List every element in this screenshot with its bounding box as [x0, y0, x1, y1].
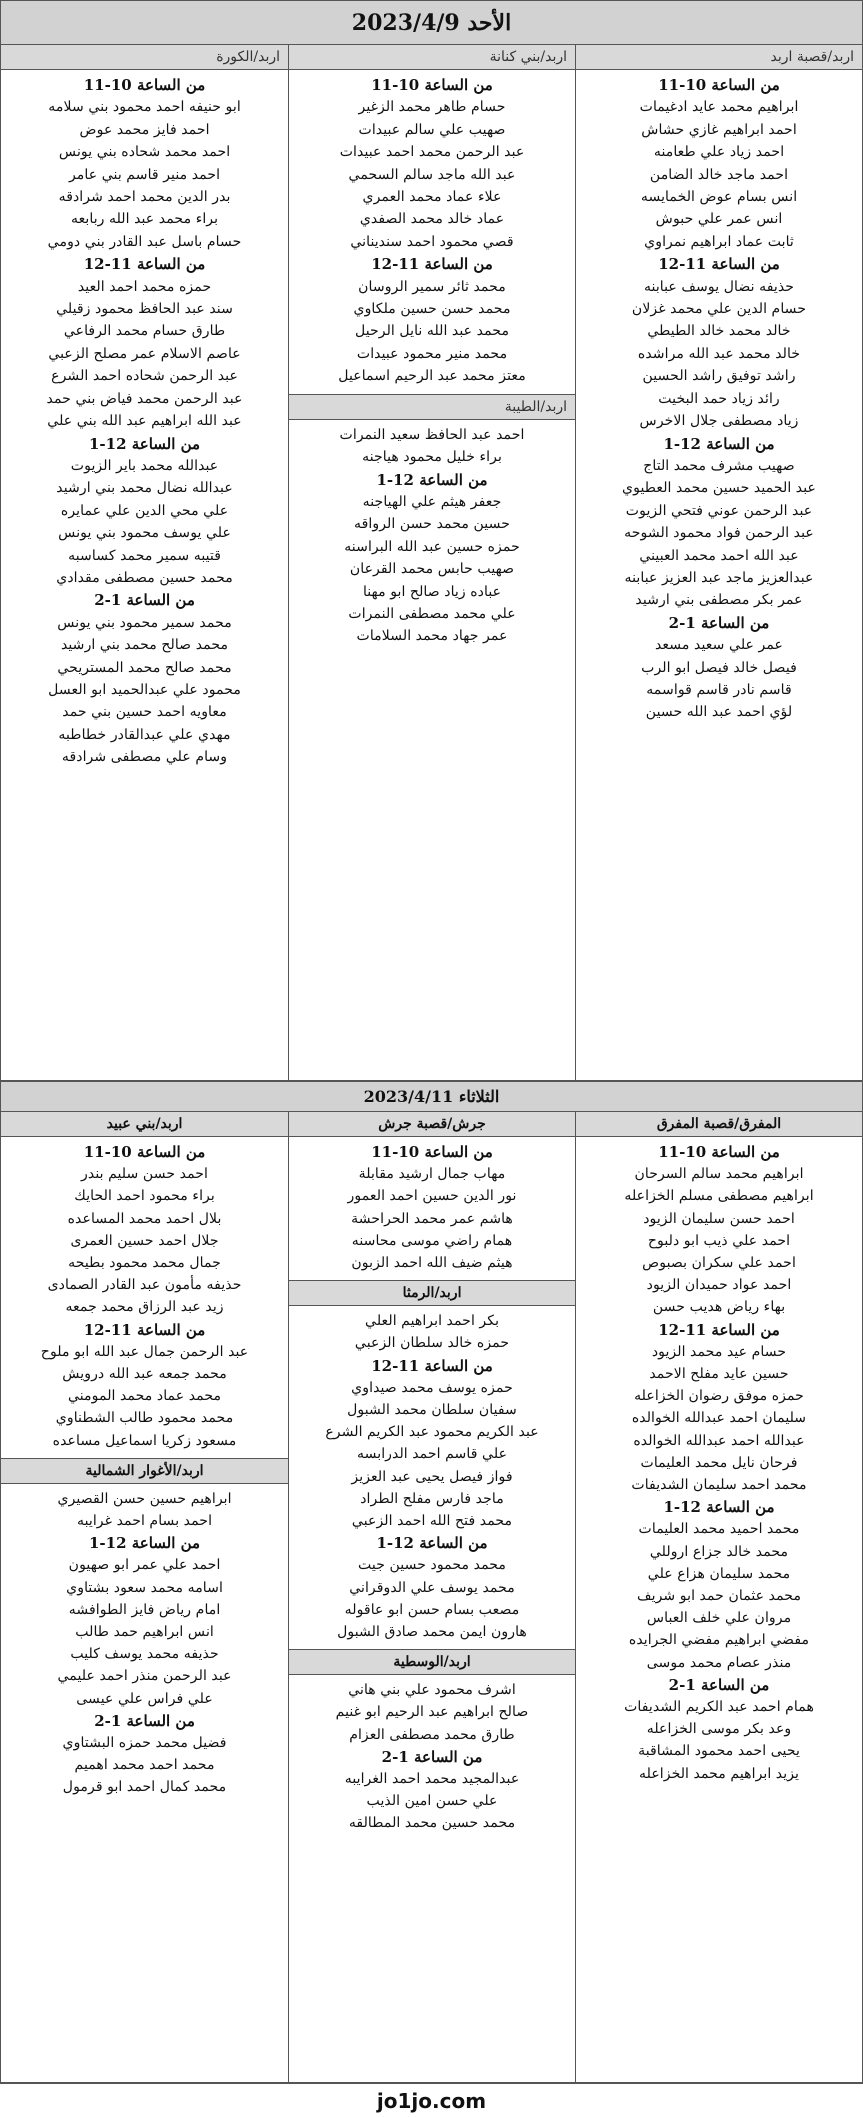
region-column	[575, 45, 862, 1080]
student-name: احمد ماجد خالد الضامن	[649, 166, 789, 183]
student-name: احمد عواد حميدان الزيود	[646, 1277, 792, 1294]
student-name: محمد عثمان حمد ابو شريف	[636, 1588, 802, 1605]
time-slot-heading: من الساعة 11-12	[371, 1356, 493, 1375]
student-name: براء محمد عبد الله ربابعه	[70, 211, 219, 228]
student-name: علي حسن امين الذيب	[366, 1793, 498, 1810]
student-name: صهيب حابس محمد القرعان	[349, 561, 515, 578]
student-name: عبد الحميد حسين محمد العطيوي	[622, 480, 816, 497]
student-name: همام احمد عبد الكريم الشديفات	[624, 1699, 814, 1716]
student-name: حمزه موفق رضوان الخزاعله	[634, 1388, 804, 1405]
region-header: اربد/الأغوار الشمالية	[1, 1459, 288, 1484]
student-name: عبد الكريم محمود عبد الكريم الشرع	[325, 1424, 539, 1441]
student-name: همام راضي موسى محاسنه	[351, 1232, 513, 1249]
student-name: محمد حسن حسين ملكاوي	[353, 301, 511, 318]
student-name: عاصم الاسلام عمر مصلح الزعبي	[48, 345, 241, 362]
student-name: عماد خالد محمد الصفدي	[359, 211, 505, 228]
student-name: محمد كمال احمد ابو قرمول	[62, 1779, 227, 1796]
student-name: رائد زياد حمد البخيت	[658, 390, 780, 407]
student-name: معاويه احمد حسين بني حمد	[62, 704, 227, 721]
student-name: هاشم عمر محمد الحراحشة	[351, 1210, 513, 1227]
student-name: احمد عبد الحافظ سعيد النمرات	[339, 426, 525, 443]
student-name: محمد منير محمود عبيدات	[356, 345, 508, 362]
student-name: محمد محمود حسين جيت	[358, 1557, 507, 1574]
student-name: محمد احمد سليمان الشديفات	[631, 1477, 807, 1494]
student-name: محمد حسين محمد المطالقه	[348, 1815, 516, 1832]
student-name: مروان علي خلف العباس	[646, 1610, 792, 1627]
student-name: قتيبه سمير محمد كساسبه	[68, 547, 221, 564]
student-name: انس بسام عوض الخمايسه	[640, 189, 798, 206]
student-name: سند عبد الحافظ محمود زقيلي	[56, 301, 233, 318]
student-name: عبد الرحمن شحاده احمد الشرع	[51, 368, 238, 385]
student-name: حمزه حسين عبد الله البراسنه	[344, 538, 520, 555]
student-name: احمد علي ذيب ابو دلبوح	[647, 1232, 791, 1249]
student-name: احمد حسن سليمان الزيود	[643, 1210, 795, 1227]
student-name: ابراهيم محمد سالم السرحان	[634, 1166, 804, 1183]
student-name: محمد جمعه عبد الله درويش	[62, 1366, 227, 1383]
student-list	[576, 70, 862, 730]
time-slot-heading: من الساعة 10-11	[83, 1143, 206, 1161]
student-name: محمد خالد جزاع اروللي	[649, 1543, 789, 1560]
region-header: اربد/الكورة	[1, 45, 288, 70]
day-title: الأحد 2023/4/9	[1, 1, 862, 45]
student-name: علي محي الدين علي عمايره	[60, 502, 229, 519]
student-name: ابراهيم مصطفى مسلم الخزاعله	[624, 1188, 814, 1205]
region-section	[1, 1112, 288, 1459]
student-name: قاسم نادر قاسم قواسمه	[646, 681, 792, 698]
student-name: براء محمود احمد الحايك	[74, 1188, 215, 1205]
region-section	[289, 395, 575, 654]
student-name: فيصل خالد فيصل ابو الرب	[641, 659, 797, 676]
student-name: حسام عيد محمد الزيود	[651, 1343, 787, 1360]
student-name: احمد منير قاسم بني عامر	[68, 166, 221, 183]
time-slot-heading: من الساعة 1-2	[668, 1675, 770, 1694]
student-name: حذيفه نضال يوسف عبابنه	[643, 278, 795, 295]
student-name: فواز فيصل يحيى عبد العزيز	[351, 1468, 513, 1485]
student-name: محمد عبد الله نايل الرحيل	[354, 323, 510, 340]
student-name: علي قاسم احمد الدرابسه	[357, 1446, 508, 1463]
region-section	[576, 1112, 862, 1791]
time-slot-heading: من الساعة 1-2	[94, 1711, 195, 1730]
student-name: زيد عبد الرزاق محمد جمعه	[65, 1299, 224, 1316]
student-name: فضيل محمد حمزه البشتاوي	[62, 1735, 227, 1752]
student-name: سفيان سلطان محمد الشبول	[347, 1402, 517, 1419]
region-section	[1, 1459, 288, 1805]
student-name: عبد الله احمد محمد العبيني	[639, 547, 799, 564]
student-name: اشرف محمود علي بني هاني	[348, 1682, 516, 1699]
student-name: مصعب بسام حسن ابو عاقوله	[344, 1601, 520, 1618]
student-list	[289, 420, 575, 654]
student-name: مفضي ابراهيم مفضي الجرايده	[628, 1632, 810, 1649]
student-name: محمد صالح محمد المستريحي	[57, 659, 232, 676]
region-header: اربد/الوسطية	[289, 1650, 575, 1675]
student-name: محمد احميد محمد العليمات	[638, 1521, 800, 1538]
region-header: اربد/الرمثا	[289, 1281, 575, 1306]
day-title: الثلاثاء 2023/4/11	[1, 1082, 862, 1112]
student-name: راشد توفيق راشد الحسين	[642, 368, 796, 385]
student-name: حسين محمد حسن الرواقه	[354, 516, 510, 533]
region-section	[289, 45, 575, 395]
time-slot-heading: من الساعة 10-11	[371, 1143, 493, 1161]
student-name: حمزه محمد احمد العيد	[77, 278, 212, 295]
student-name: لؤي احمد عبد الله حسين	[645, 704, 793, 721]
student-name: محمد محمود طالب الشطناوي	[55, 1410, 234, 1427]
student-name: عبد الرحمن جمال عبد الله ابو ملوح	[40, 1343, 249, 1360]
student-name: منذر عصام محمد موسى	[646, 1654, 792, 1671]
student-name: عبد الله ابراهيم عبد الله بني علي	[47, 413, 242, 430]
student-name: حسام طاهر محمد الزغير	[358, 99, 506, 116]
student-name: ابو حنيفه احمد محمود بني سلامه	[48, 99, 241, 116]
student-name: صالح ابراهيم عبد الرحيم ابو غنيم	[335, 1704, 529, 1721]
student-name: علي محمد مصطفى النمرات	[348, 605, 516, 622]
student-list	[1, 1137, 288, 1458]
student-name: وعد بكر موسى الخزاعله	[646, 1721, 792, 1738]
time-slot-heading: من الساعة 11-12	[83, 1320, 206, 1339]
student-name: عبدالعزيز ماجد عبد العزيز عبابنه	[624, 569, 814, 586]
time-slot-heading: من الساعة 12-1	[663, 434, 775, 453]
time-slot-heading: من الساعة 1-2	[94, 591, 195, 610]
student-name: انس عمر علي حبوش	[655, 211, 783, 228]
student-name: عبد الرحمن محمد فياض بني حمد	[46, 390, 243, 407]
region-header: اربد/الطيبة	[289, 395, 575, 420]
region-header: جرش/قصبة جرش	[289, 1112, 575, 1137]
time-slot-heading: من الساعة 12-1	[88, 1534, 201, 1553]
student-name: زياد مصطفى جلال الاخرس	[639, 413, 799, 430]
time-slot-heading: من الساعة 1-2	[381, 1747, 483, 1766]
student-list	[1, 70, 288, 775]
student-name: علاء عماد محمد العمري	[362, 189, 502, 206]
student-name: حسين عايد مفلح الاحمد	[649, 1366, 789, 1383]
student-name: وسام علي مصطفى شرادقه	[61, 749, 228, 766]
student-list	[289, 1675, 575, 1840]
student-name: عبدالله احمد عبدالله الخوالده	[633, 1432, 805, 1449]
student-name: احمد زياد علي طعامنه	[653, 144, 785, 161]
time-slot-heading: من الساعة 12-1	[663, 1498, 775, 1517]
student-name: عبد الرحمن فواد محمود الشوحه	[624, 525, 814, 542]
student-name: ابراهيم حسين حسن القصيري	[57, 1490, 232, 1507]
student-name: علي فراس علي عيسى	[76, 1690, 213, 1707]
student-name: هيثم ضيف الله احمد الزبون	[351, 1255, 513, 1272]
student-name: قصي محمود احمد سنديناني	[350, 233, 514, 250]
student-name: خالد محمد عبد الله مراشده	[637, 345, 801, 362]
region-section	[1, 45, 288, 775]
student-name: اسامه محمد سعود بشتاوي	[66, 1579, 223, 1596]
region-column	[288, 45, 575, 1080]
student-name: جمال محمد محمود بطيحه	[68, 1255, 221, 1272]
student-name: محمد صالح محمد بني ارشيد	[60, 637, 229, 654]
student-name: احمد علي عمر ابو صهيون	[68, 1557, 221, 1574]
student-name: محمد حسين مصطفى مقدادي	[56, 569, 233, 586]
region-header: اربد/قصبة اربد	[576, 45, 862, 70]
student-name: حذيفه مأمون عبد القادر الصمادى	[47, 1277, 242, 1294]
student-name: سليمان احمد عبدالله الخوالده	[631, 1410, 807, 1427]
region-column	[288, 1112, 575, 2082]
student-name: علي يوسف محمود بني يونس	[58, 525, 231, 542]
student-list	[289, 70, 575, 394]
student-name: عمر جهاد محمد السلامات	[356, 628, 508, 645]
student-name: محمد ثائر سمير الروسان	[358, 278, 506, 295]
time-slot-heading: من الساعة 12-1	[376, 1534, 488, 1553]
student-name: عبد الرحمن عوني فتحي الزيوت	[625, 502, 813, 519]
student-list	[1, 1484, 288, 1805]
student-name: طارق محمد مصطفى العزام	[349, 1726, 515, 1743]
student-name: جعفر هيثم علي الهياجنه	[362, 493, 502, 510]
student-list	[289, 1306, 575, 1649]
time-slot-heading: من الساعة 10-11	[371, 76, 493, 94]
student-name: صهيب علي سالم عبيدات	[358, 121, 506, 138]
student-name: احمد علي سكران بصبوص	[642, 1255, 796, 1272]
student-name: حمزه خالد سلطان الزعبي	[354, 1335, 510, 1352]
time-slot-heading: من الساعة 12-1	[88, 434, 201, 453]
student-name: احمد حسن سليم بندر	[81, 1166, 209, 1183]
student-name: بلال احمد محمد المساعده	[67, 1210, 222, 1227]
day-sheet-tuesday	[0, 1081, 863, 2083]
student-name: عمر بكر مصطفى بني ارشيد	[635, 592, 803, 609]
student-name: احمد بسام احمد غرايبه	[77, 1513, 213, 1530]
region-column	[1, 45, 288, 1080]
student-name: امام رياض فايز الطوافشه	[68, 1601, 221, 1618]
student-name: احمد محمد شحاده بني يونس	[58, 144, 231, 161]
student-name: احمد ابراهيم غازي حشاش	[641, 121, 797, 138]
time-slot-heading: من الساعة 11-12	[658, 255, 780, 274]
student-name: حسام الدين علي محمد غزلان	[631, 301, 807, 318]
region-section	[289, 1281, 575, 1650]
student-name: محمد فتح الله احمد الزعبي	[351, 1513, 513, 1530]
student-list	[576, 1137, 862, 1791]
student-name: مهاب جمال ارشيد مقابلة	[358, 1166, 506, 1183]
student-name: حسام باسل عبد القادر بني دومي	[47, 233, 242, 250]
region-header: المفرق/قصبة المفرق	[576, 1112, 862, 1137]
time-slot-heading: من الساعة 10-11	[658, 76, 780, 94]
region-columns	[1, 45, 862, 1080]
student-name: بدر الدين محمد احمد شرادقه	[58, 189, 231, 206]
time-slot-heading: من الساعة 10-11	[83, 76, 206, 94]
student-name: حذيفه محمد يوسف كليب	[70, 1646, 219, 1663]
time-slot-heading: من الساعة 12-1	[376, 470, 488, 489]
student-list	[289, 1137, 575, 1280]
student-name: عبد الله ماجد سالم السحمي	[348, 166, 516, 183]
student-name: انس ابراهيم حمد طالب	[75, 1624, 214, 1641]
student-name: ماجد فارس مفلح الطراد	[360, 1490, 504, 1507]
region-section	[576, 45, 862, 730]
region-column	[1, 1112, 288, 2082]
region-section	[289, 1112, 575, 1281]
student-name: معتز محمد عبد الرحيم اسماعيل	[338, 368, 526, 385]
student-name: ثابت عماد ابراهيم نمراوي	[644, 233, 794, 250]
student-name: مسعود زكريا اسماعيل مساعده	[52, 1432, 237, 1449]
region-header: اربد/بني كنانة	[289, 45, 575, 70]
student-name: محمد يوسف علي الدوقراني	[349, 1579, 515, 1596]
student-name: عمر علي سعيد مسعد	[654, 637, 784, 654]
time-slot-heading: من الساعة 11-12	[658, 1320, 780, 1339]
student-name: بهاء رياض هديب حسن	[652, 1299, 786, 1316]
student-name: محمد احمد محمد اهميم	[74, 1757, 215, 1774]
time-slot-heading: من الساعة 11-12	[83, 255, 206, 274]
student-name: براء خليل محمود هياجنه	[362, 449, 502, 466]
student-name: عبدالله نضال محمد بني ارشيد	[56, 480, 233, 497]
student-name: نور الدين حسين احمد العمور	[347, 1188, 517, 1205]
student-name: عبدالمجيد محمد احمد الغرايبه	[344, 1771, 520, 1788]
student-name: هارون ايمن محمد صادق الشبول	[337, 1624, 527, 1641]
student-name: محمود علي عبدالحميد ابو العسل	[48, 681, 241, 698]
student-name: عبد الرحمن منذر احمد عليمي	[57, 1668, 232, 1685]
student-name: محمد سمير محمود بني يونس	[57, 614, 232, 631]
region-column	[575, 1112, 862, 2082]
student-name: فرحان نايل محمد العليمات	[640, 1454, 798, 1471]
student-name: محمد عماد محمد المومني	[67, 1388, 222, 1405]
student-name: خالد محمد خالد الطيطي	[647, 323, 791, 340]
student-name: عبدالله محمد باير الزيوت	[70, 457, 219, 474]
student-name: جلال احمد حسين العمرى	[70, 1232, 219, 1249]
student-name: احمد فايز محمد عوض	[79, 121, 210, 138]
student-name: عباده زياد صالح ابو مهنا	[362, 583, 502, 600]
student-name: يزيد ابراهيم محمد الخزاعله	[639, 1765, 799, 1782]
student-name: محمد سليمان هزاع علي	[647, 1565, 791, 1582]
student-name: عبد الرحمن محمد احمد عبيدات	[339, 144, 525, 161]
site-footer: jo1jo.com	[0, 2083, 863, 2118]
student-name: بكر احمد ابراهيم العلي	[365, 1313, 500, 1330]
time-slot-heading: من الساعة 10-11	[658, 1143, 780, 1161]
student-name: حمزه يوسف محمد صيداوي	[351, 1379, 513, 1396]
time-slot-heading: من الساعة 1-2	[668, 613, 770, 632]
student-name: طارق حسام محمد الرفاعي	[63, 323, 226, 340]
time-slot-heading: من الساعة 11-12	[371, 255, 493, 274]
region-header: اربد/بني عبيد	[1, 1112, 288, 1137]
region-columns	[1, 1112, 862, 2082]
student-name: مهدي علي عبدالقادر خطاطبه	[58, 726, 231, 743]
region-section	[289, 1650, 575, 1840]
student-name: يحيى احمد محمود المشاقبة	[638, 1743, 800, 1760]
student-name: صهيب مشرف محمد التاج	[643, 457, 795, 474]
student-name: ابراهيم محمد عايد ادغيمات	[639, 99, 799, 116]
